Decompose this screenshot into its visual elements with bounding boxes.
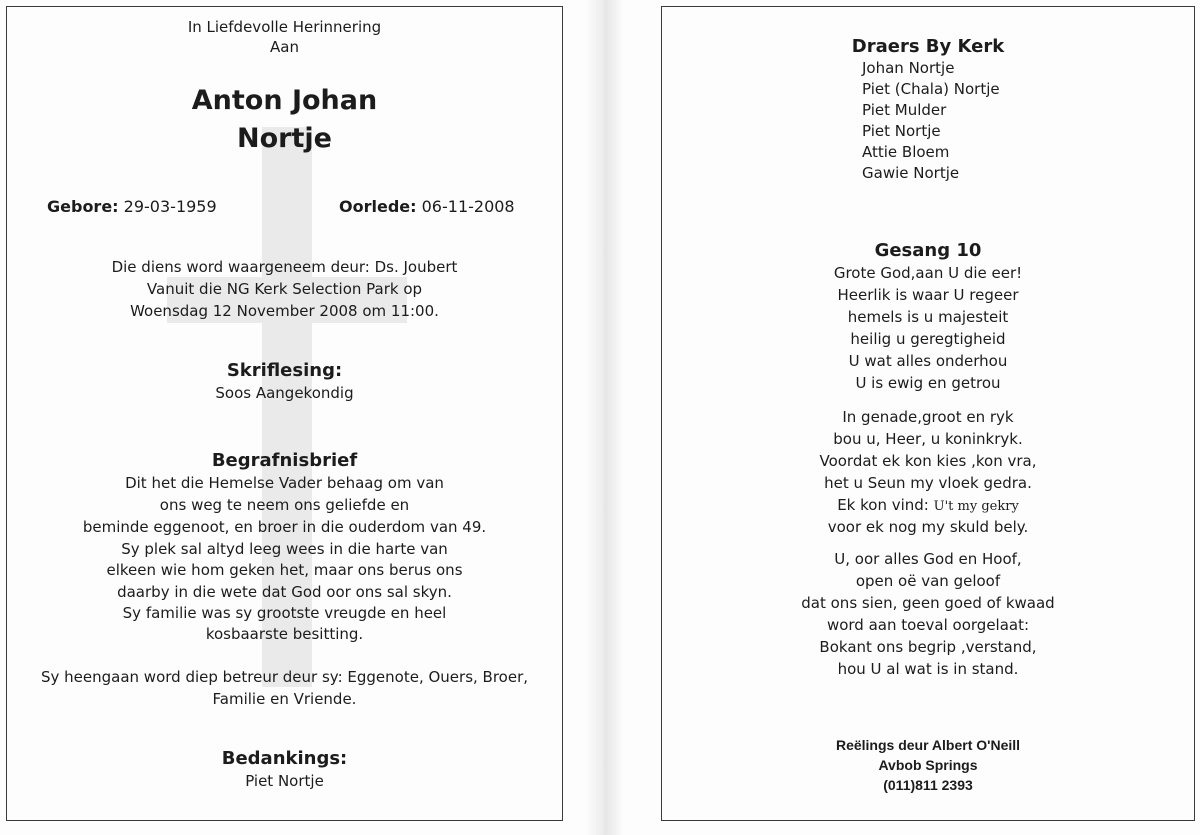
hymn-line: dat ons sien, geen goed of kwaad [801,594,1055,612]
letter-line: beminde eggenoot, en broer in die ouderdom van 49. [82,518,487,536]
intro-line-1: In Liefdevolle Herinnering [187,18,382,36]
thanks-text: Piet Nortje [245,772,324,790]
bearer-name: Gawie Nortje [862,164,960,182]
hymn-line: Heerlik is waar U regeer [837,286,1019,304]
hymn-heading: Gesang 10 [874,240,982,261]
hymn-line: bou u, Heer, u koninkryk. [833,430,1023,448]
page-fold [586,0,622,835]
intro-line-2: Aan [270,38,299,56]
letter-line: daarby in die wete dat God oor ons sal skyn. [117,583,452,601]
scripture-text: Soos Aangekondig [215,384,354,402]
hymn-line: Voordat ek kon kies ,kon vra, [819,452,1037,470]
letter-line: elkeen wie hom geken het, maar ons berus ons [106,561,463,579]
footer-company: Avbob Springs [878,757,978,773]
hymn-line: open oë van geloof [855,572,1001,590]
hymn-line: Grote God,aan U die eer! [833,264,1023,282]
born-label: Gebore: [47,197,119,216]
hymn-line: hemels is u majesteit [847,308,1009,326]
bearer-name: Piet Nortje [862,122,941,140]
hymn-line: In genade,groot en ryk [842,408,1014,426]
hymn-line: Bokant ons begrip ,verstand, [819,638,1037,656]
service-line-1: Die diens word waargeneem deur: Ds. Joubert [111,258,458,276]
mourned-line-2: Familie en Vriende. [212,690,357,708]
died-date: 06-11-2008 [421,197,515,216]
handwritten-correction: U't my gekry [933,499,1019,514]
born-date: 29-03-1959 [123,197,217,216]
deceased-name-line-1: Anton Johan [191,85,378,116]
hymn-line: hou U al wat is in stand. [837,660,1019,678]
letter-line: Sy plek sal altyd leeg wees in die harte van [121,540,448,558]
deceased-name-line-2: Nortje [237,123,332,154]
mourned-line-1: Sy heengaan word diep betreur deur sy: Eggenote, Ouers, Broer, [40,668,529,686]
hymn-line: U, oor alles God en Hoof, [834,550,1022,568]
service-line-2: Vanuit die NG Kerk Selection Park op [146,280,423,298]
hymn-line: word aan toeval oorgelaat: [826,616,1030,634]
footer-phone: (011)811 2393 [883,777,973,793]
bearers-heading: Draers By Kerk [851,36,1005,57]
hymn-line: het u Seun my vloek gedra. [824,474,1032,492]
hymn-line: U is ewig en getrou [855,374,1001,392]
bearer-name: Johan Nortje [862,59,955,77]
scripture-heading: Skriflesing: [226,360,343,381]
hymn-line-typed-part: Ek kon vind: [837,496,934,514]
bearer-name: Piet Mulder [862,101,947,119]
died-date-block [339,196,515,218]
letter-line: Sy familie was sy grootste vreugde en heel [122,604,447,622]
hymn-line: U wat alles onderhou [848,352,1008,370]
footer-arrangements: Reëlings deur Albert O'Neill [835,737,1021,753]
letter-line: ons weg te neem ons geliefde en [159,496,410,514]
bearer-name: Attie Bloem [862,143,950,161]
letter-line: kosbaarste besitting. [205,625,364,643]
hymn-line-handwritten [662,495,1194,518]
bearer-name: Piet (Chala) Nortje [862,80,1000,98]
hymn-line: heilig u geregtigheid [850,330,1006,348]
died-label: Oorlede: [339,197,417,216]
letter-heading: Begrafnisbrief [211,450,358,471]
service-line-3: Woensdag 12 November 2008 om 11:00. [130,302,439,320]
thanks-heading: Bedankings: [221,748,348,769]
bearers-list [862,58,1000,184]
hymn-line: voor ek nog my skuld bely. [827,518,1029,536]
born-date-block [47,196,217,218]
left-page [6,6,563,821]
letter-line: Dit het die Hemelse Vader behaag om van [125,474,444,492]
